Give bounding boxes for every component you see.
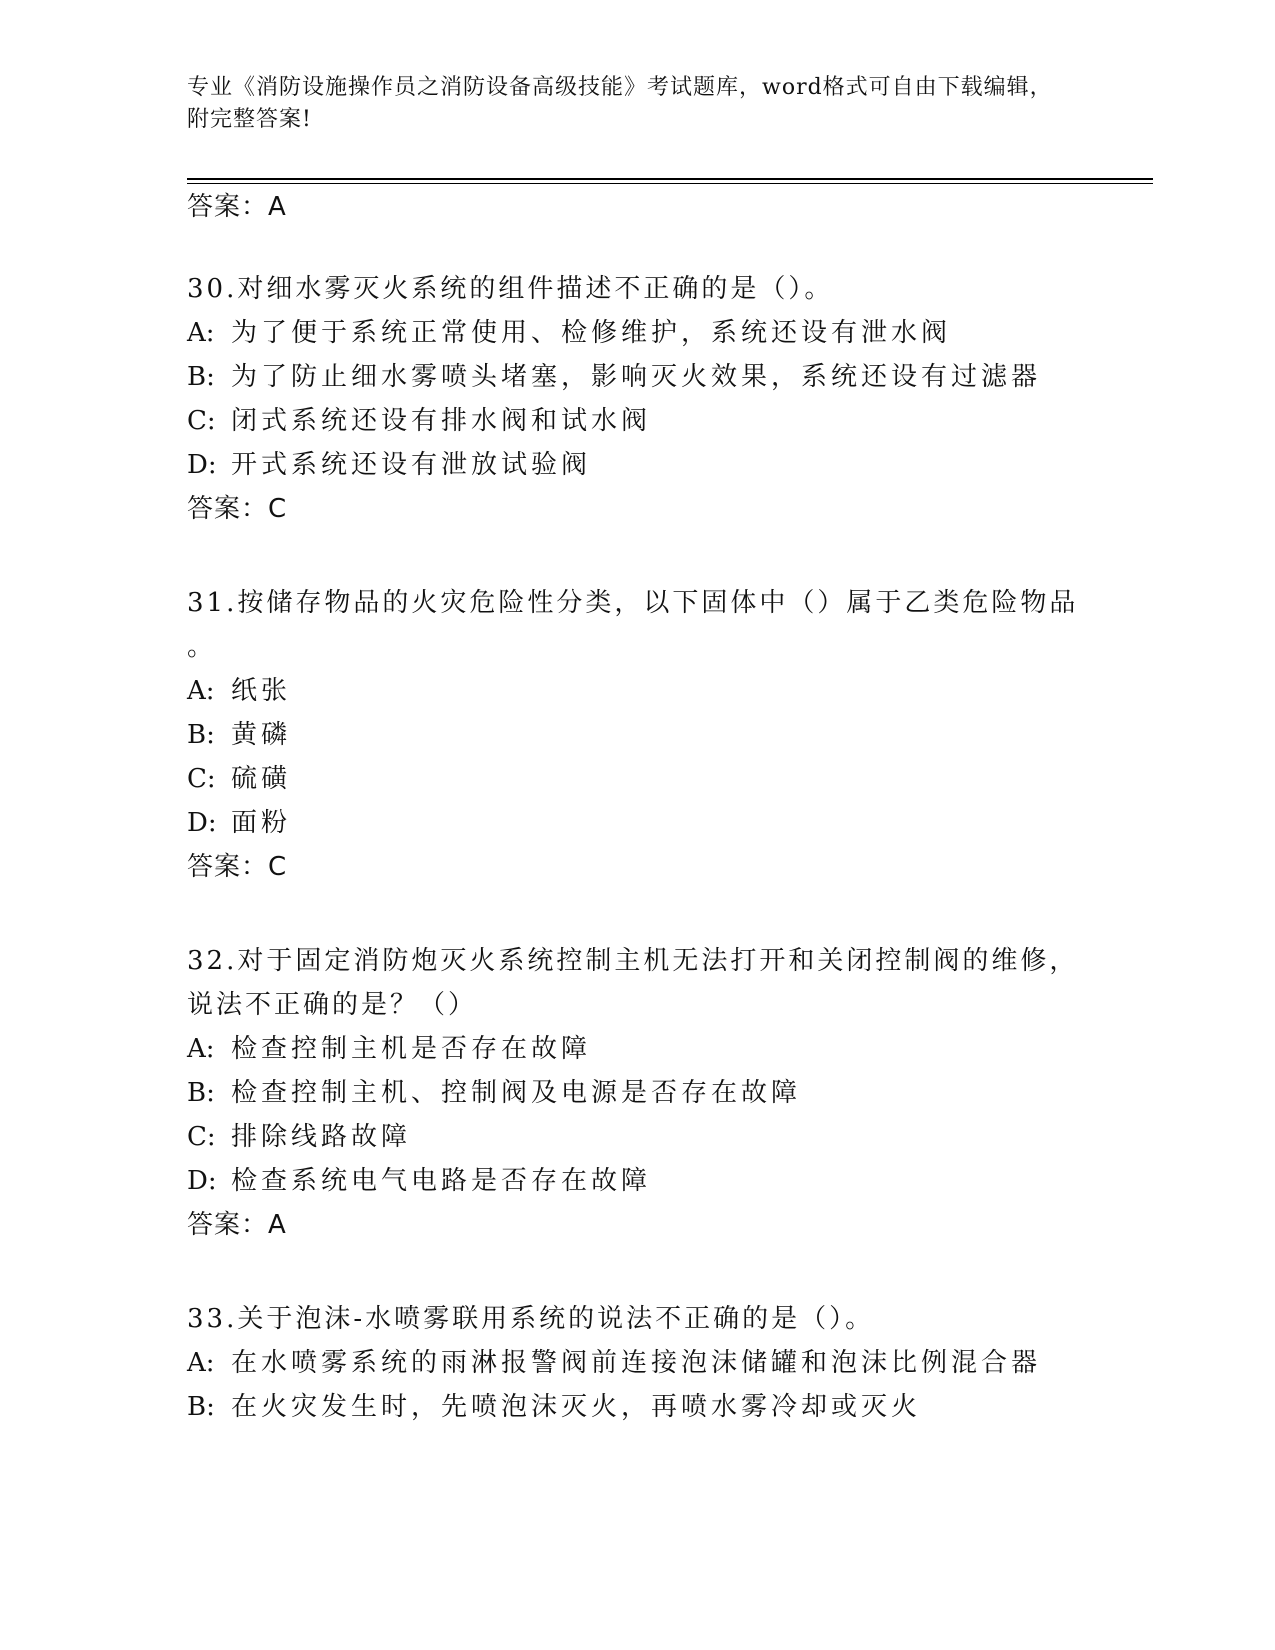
option-text: 为了便于系统正常使用、检修维护，系统还设有泄水阀	[231, 318, 952, 348]
question-31-option-b	[187, 718, 291, 752]
answer-32: 答案：A	[187, 1210, 287, 1240]
question-32-option-a	[187, 1032, 591, 1066]
option-text: 纸张	[231, 676, 292, 706]
question-31-stem: 31.按储存物品的火灾危险性分类，以下固体中（）属于乙类危险物品	[187, 588, 1079, 618]
option-letter: D:	[187, 808, 217, 838]
option-letter: B:	[187, 1078, 215, 1108]
header-divider-thin	[187, 183, 1153, 184]
option-text: 检查系统电气电路是否存在故障	[231, 1166, 652, 1196]
question-32-option-b	[187, 1076, 801, 1110]
question-31-option-d	[187, 806, 291, 840]
header-divider-thick	[187, 178, 1153, 180]
answer-30: 答案：C	[187, 494, 288, 524]
document-intro: 专业《消防设施操作员之消防设备高级技能》考试题库，word格式可自由下载编辑，附完整答案!	[187, 75, 1053, 132]
question-30-option-d	[187, 448, 591, 482]
option-text: 开式系统还设有泄放试验阀	[231, 450, 592, 480]
option-text: 在火灾发生时，先喷泡沫灭火，再喷水雾冷却或灭火	[231, 1392, 922, 1422]
option-text: 为了防止细水雾喷头堵塞，影响灭火效果，系统还设有过滤器	[231, 362, 1042, 392]
option-text: 在水喷雾系统的雨淋报警阀前连接泡沫储罐和泡沫比例混合器	[231, 1348, 1042, 1378]
answer-31: 答案：C	[187, 852, 288, 882]
option-letter: A:	[187, 318, 215, 348]
option-text: 黄磷	[231, 720, 292, 750]
question-32-stem: 32.对于固定消防炮灭火系统控制主机无法打开和关闭控制阀的维修，	[187, 946, 1079, 976]
question-30-option-a	[187, 316, 951, 350]
option-letter: D:	[187, 450, 217, 480]
question-30-stem: 30.对细水雾灭火系统的组件描述不正确的是（）。	[187, 274, 834, 304]
answer-29: 答案：A	[187, 192, 287, 222]
option-letter: B:	[187, 1392, 215, 1422]
question-32-option-d	[187, 1164, 651, 1198]
question-33-option-a	[187, 1346, 1041, 1380]
question-33-option-b	[187, 1390, 921, 1424]
option-letter: A:	[187, 1348, 215, 1378]
question-30-option-c	[187, 404, 651, 438]
option-text: 面粉	[231, 808, 292, 838]
question-31-option-c	[187, 762, 291, 796]
option-letter: A:	[187, 676, 215, 706]
question-33-stem: 33.关于泡沫-水喷雾联用系统的说法不正确的是（）。	[187, 1304, 875, 1334]
question-30-option-b	[187, 360, 1041, 394]
question-31-stem-continued: 。	[187, 632, 217, 662]
option-letter: D:	[187, 1166, 217, 1196]
option-text: 检查控制主机、控制阀及电源是否存在故障	[231, 1078, 802, 1108]
option-letter: C:	[187, 406, 216, 436]
question-32-stem-continued: 说法不正确的是？（）	[187, 990, 478, 1020]
option-letter: B:	[187, 362, 215, 392]
option-text: 排除线路故障	[231, 1122, 412, 1152]
option-letter: C:	[187, 1122, 216, 1152]
option-letter: A:	[187, 1034, 215, 1064]
option-text: 检查控制主机是否存在故障	[231, 1034, 592, 1064]
option-letter: C:	[187, 764, 216, 794]
question-32-option-c	[187, 1120, 411, 1154]
option-text: 闭式系统还设有排水阀和试水阀	[231, 406, 652, 436]
option-text: 硫磺	[231, 764, 292, 794]
option-letter: B:	[187, 720, 215, 750]
question-31-option-a	[187, 674, 291, 708]
